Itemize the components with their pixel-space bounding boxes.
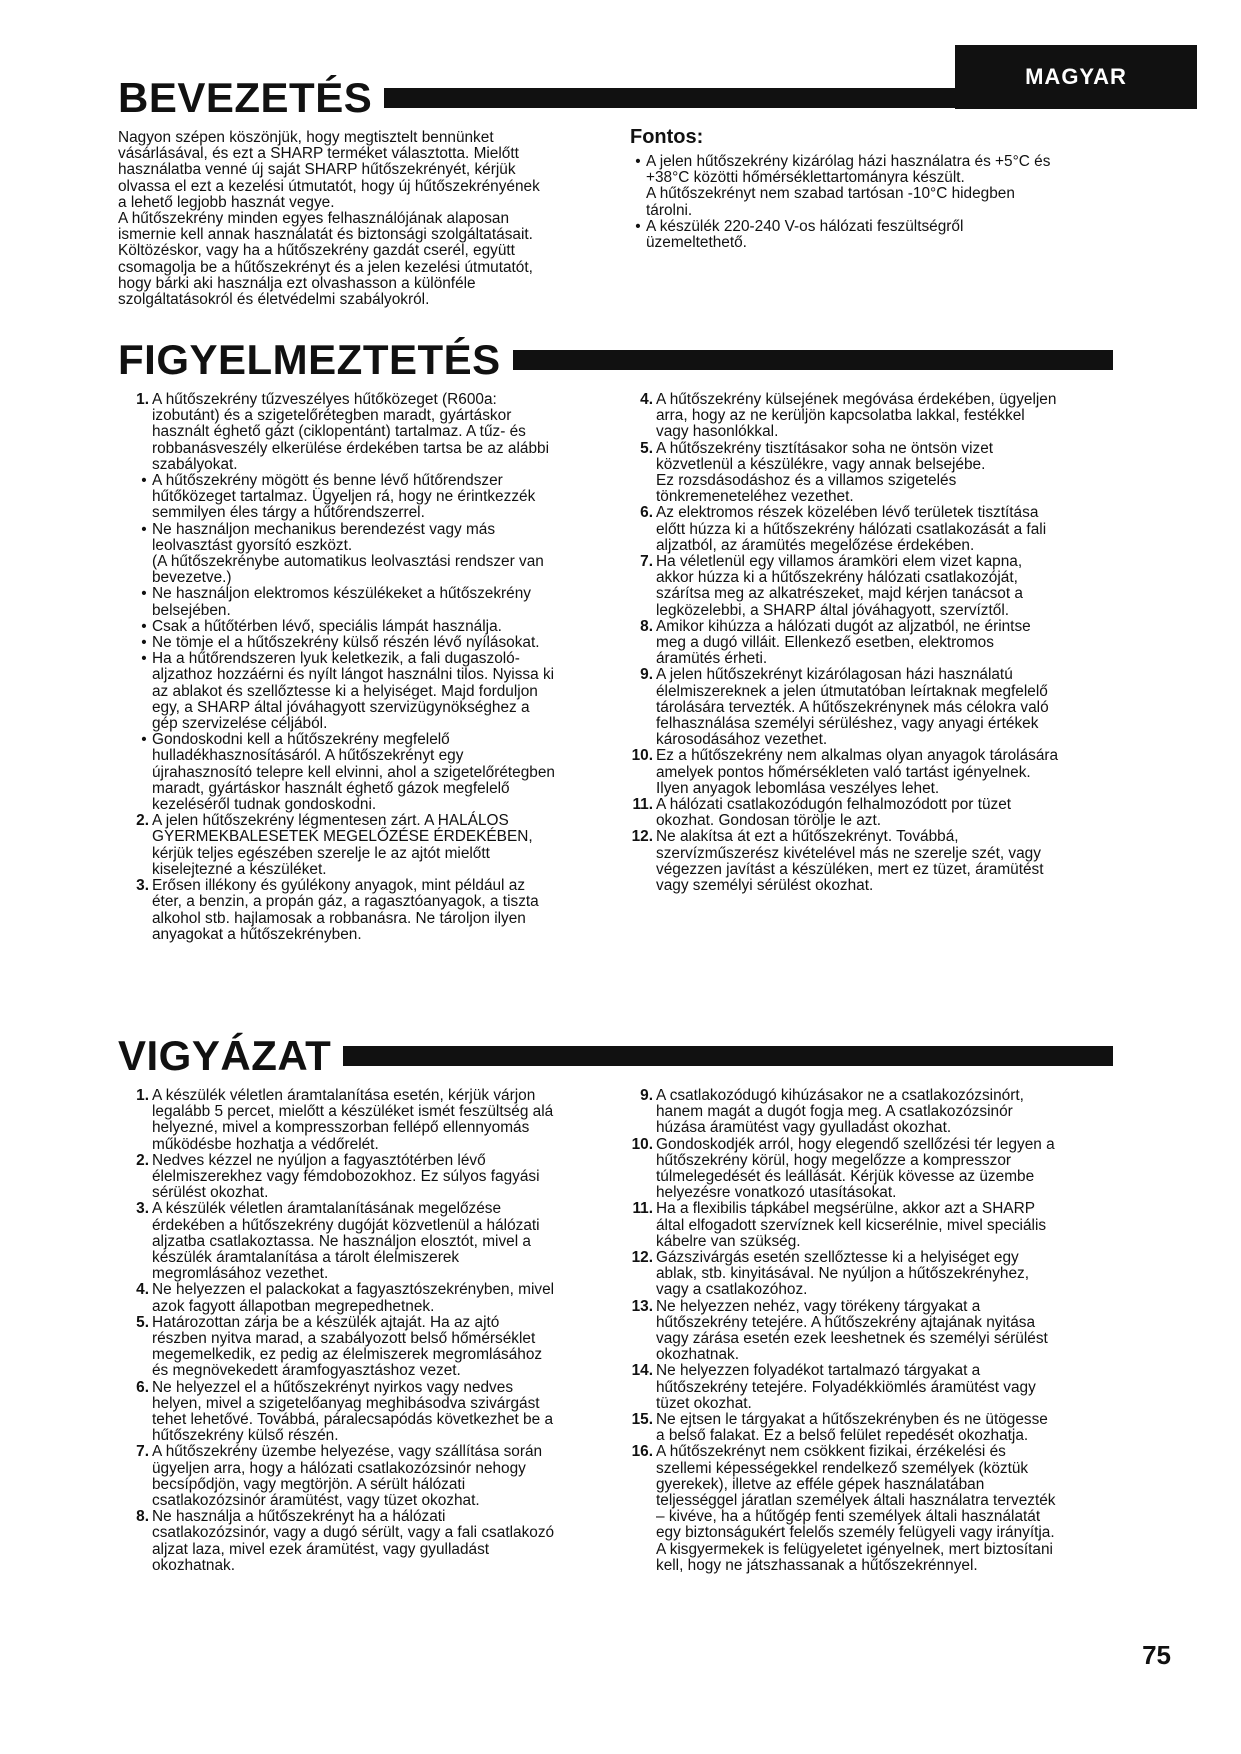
caution-item-13: 13. Ne helyezzen nehéz, vagy törékeny tárgyakat a hűtőszekrény tetejére. A hűtőszekrény ajtajának nyitása vagy zárása esetén ezek leeshetnek és személyi sérülést okozhatnak. <box>631 1297 1048 1364</box>
bullet-icon: • <box>635 217 641 235</box>
caution-item-1: 1. A készülék véletlen áramtalanítása esetén, kérjük várjon legalább 5 percet, mielőtt a készüléket ismét feszültség alá helyezné, mivel a kompresszorban fellépő ellennyomás működésbe hozhatja a védőrelét. <box>136 1087 554 1153</box>
page-number: 75 <box>1142 1640 1171 1670</box>
warning-item-8: 8. Amikor kihúzza a hálózati dugót az aljzatból, ne érintse meg a dugó villáit. Ellenkező esetben, elektromos áramütés érheti. <box>640 617 1031 668</box>
caution-item-15: 15. Ne ejtsen le tárgyakat a hűtőszekrényben és ne ütögesse a belső falakat. Ez a belső felület repedését okozhatja. <box>631 1411 1048 1445</box>
caution-item-8: 8. Ne használja a hűtőszekrényt ha a hálózati csatlakozózsinór, vagy a dugó sérült, vagy a fali csatlakozó aljzat laza, mivel ezek áramütést, vagy gyulladást okozhatnak. <box>136 1508 555 1574</box>
caution-left-column <box>118 1088 613 1574</box>
warning-item-7: 7. Ha véletlenül egy villamos áramköri elem vizet kapna, akkor húzza ki a hűtőszekrény hálózati csatlakozóját, szárítsa meg az alkatrészeket, majd kérjen tanácsot a legközelebbi, a SHARP által jóváhagyott, szervíztől. <box>640 553 1023 619</box>
heading-rule <box>343 1046 1113 1066</box>
caution-item-14: 14. Ne helyezzen folyadékot tartalmazó tárgyakat a hűtőszekrény tetejére. Folyadékkiömlés áramütést vagy tüzet okozhat. <box>631 1362 1036 1412</box>
caution-item-11: 11. Ha a flexibilis tápkábel megsérülne, akkor azt a SHARP által elfogadott szervíznek kell kicserélnie, mivel speciális kábelre van szükség. <box>632 1200 1047 1250</box>
bullet-icon: • <box>141 617 147 635</box>
heading-rule <box>384 88 955 108</box>
intro-paragraph-2: A hűtőszekrény minden egyes felhasználójának alaposan ismernie kell annak használatát és biztonsági szolgáltatásait. Költözéskor, vagy ha a hűtőszekrény gazdát cserél, együtt csomagolja be a hűtőszekrényt és a jelen kezelési útmutatót, hogy bárki aki használja ezt olvashasson a különféle szolgáltatásokról és életvédelmi szabályokról. <box>118 210 533 309</box>
warning-item-6: 6. Az elektromos részek közelében lévő területek tisztítása előtt húzza ki a hűtőszekrény hálózati csatlakozását a fali aljzatból, az áramütés megelőzése érdekében. <box>640 504 1047 554</box>
warning-title: FIGYELMEZTETÉS <box>118 336 501 383</box>
caution-item-4: 4. Ne helyezzen el palackokat a fagyasztószekrényben, mivel azok fagyott állapotban megrepedhetnek. <box>136 1281 555 1315</box>
caution-item-3: 3. A készülék véletlen áramtalanításának megelőzése érdekében a hűtőszekrény dugóját közvetlenül a hálózati aljzatba csatlakoztassa. Ne használjon elosztót, mivel a készülék áramtalanítása a tárolt élelmiszerek megromlásához vezethet. <box>136 1200 540 1283</box>
warning-bullet: • Gondoskodni kell a hűtőszekrény megfelelő hulladékhasznosításáról. A hűtőszekrényt egy újrahasznosító telepre kell elvinni, ahol a szigetelőrétegben maradt, gyártáskor használt éghető gázok megfelelő kezeléséről tudnak gondoskodni. <box>118 732 613 813</box>
warning-bullet: • Csak a hűtőtérben lévő, speciális lámpát használja. <box>118 619 613 635</box>
language-tab: MAGYAR <box>955 45 1197 109</box>
bullet-icon: • <box>141 520 147 538</box>
caution-item-7: 7. A hűtőszekrény üzembe helyezése, vagy szállítása során ügyeljen arra, hogy a hálózati csatlakozózsinór nehogy becsípődjön, vagy megtörjön. A sérült hálózati csatlakozózsinór áramütést, vagy tüzet okozhat. <box>136 1443 543 1510</box>
heading-rule <box>513 350 1113 370</box>
warning-item-4: 4. A hűtőszekrény külsejének megóvása érdekében, ügyeljen arra, hogy az ne kerüljön kapcsolatba lakkal, festékkel vagy hasonlókkal. <box>640 391 1057 441</box>
warning-heading <box>118 332 1113 388</box>
warning-item-3: 3. Erősen illékony és gyúlékony anyagok, mint például az éter, a benzin, a propán gáz, a ragasztóanyagok, a tiszta alkohol stb. hajlamosak a robbanásra. Ne tároljon ilyen anyagokat a hűtőszekrényben. <box>136 877 539 943</box>
caution-item-10: 10. Gondoskodjék arról, hogy elegendő szellőzési tér legyen a hűtőszekrény körül, hogy megelőzze a kompresszor túlmelegedését és leállását. Kérjük kövesse az üzembe helyezésre vonatkozó utasításokat. <box>631 1135 1055 1202</box>
intro-paragraph-1: Nagyon szépen köszönjük, hogy megtisztelt bennünket vásárlásával, és ezt a SHARP terméket választotta. Mielőtt használatba venné új saját SHARP hűtőszekrényét, kérjük olvassa el ezt a kezelési útmutatót, hogy új hűtőszekrényének a lehető legjobb hasznát vegye. <box>118 129 540 211</box>
bullet-icon: • <box>141 634 147 652</box>
fontos-label: Fontos: <box>630 126 704 148</box>
fontos-bullet: • A készülék 220-240 V-os hálózati feszültségről üzemeltethető. <box>630 219 1110 251</box>
intro-right-column <box>630 126 1110 251</box>
warning-item-5: 5. A hűtőszekrény tisztításakor soha ne öntsön vizet közvetlenül a készülékre, vagy annak belsejébe. Ez rozsdásodáshoz és a villamos szigetelés tönkremeneteléhez vezethet. <box>640 439 994 506</box>
warning-item-2: 2. A jelen hűtőszekrény légmentesen zárt. A HALÁLOS GYERMEKBALESETEK MEGELŐZÉSE ÉRDEKÉBEN, kérjük teljes egészében szerelje le az ajtót mielőtt kiselejtezné a készüléket. <box>136 812 533 878</box>
warning-item-9: 9. A jelen hűtőszekrényt kizárólagosan házi használatú élelmiszereknek a jelen útmutatóban leírtaknak megfelelő tárolására tervezték. A hűtőszekrénynek más célokra való felhasználása személyi sérüléshez, vagy anyagi értékek károsodásához vezethet. <box>640 666 1049 749</box>
caution-item-9: 9. A csatlakozódugó kihúzásakor ne a csatlakozózsinórt, hanem magát a dugót fogja meg. A csatlakozózsinór húzása áramütést vagy gyulladást okozhat. <box>640 1087 1024 1137</box>
warning-item-10: 10. Ez a hűtőszekrény nem alkalmas olyan anyagok tárolására amelyek pontos hőmérsékleten való tartást igényelnek. Ilyen anyagok lebomlása veszélyes lehet. <box>631 747 1059 797</box>
bullet-icon: • <box>141 585 147 603</box>
bullet-icon: • <box>141 731 147 749</box>
warning-left-column <box>118 392 613 943</box>
caution-item-5: 5. Határozottan zárja be a készülék ajtaját. Ha az ajtó részben nyitva marad, a szabályozott belső hőmérséklet megemelkedik, ez pedig az élelmiszerek megromlásához és megnövekedett áramfogyasztáshoz vezet. <box>136 1313 543 1380</box>
intro-left-column <box>118 130 613 308</box>
caution-item-12: 12. Gázszivárgás esetén szellőztesse ki a helyiséget egy ablak, stb. kinyitásával. Ne nyúljon a hűtőszekrényhez, vagy a csatlakozóhoz. <box>631 1249 1029 1299</box>
caution-heading <box>118 1028 1113 1084</box>
bullet-icon: • <box>141 650 147 668</box>
intro-heading <box>118 70 955 126</box>
warning-bullet: • Ne használjon elektromos készülékeket a hűtőszekrény belsejében. <box>118 586 613 618</box>
bullet-icon: • <box>635 153 641 170</box>
warning-right-column <box>622 392 1122 894</box>
warning-bullet: • A hűtőszekrény mögött és benne lévő hűtőrendszer hűtőközeget tartalmaz. Ügyeljen rá, hogy ne érintkezzék semmilyen éles tárgy a hűtőrendszerrel. <box>118 473 613 522</box>
caution-item-16: 16. A hűtőszekrényt nem csökkent fizikai, érzékelési és szellemi képességekkel rendelkező személyek (köztük gyerekek), illetve az efféle gépek használatában teljességgel járatlan személyek általi használatra tervezték – kivéve, ha a hűtőgép fenti személyek általi használatát egy biztonságukért felelős személy felügyeli vagy irányítja. A kisgyermekek is felügyeletet igényelnek, mert biztosítani kell, hogy ne játszhassanak a hűtőszekrénnyel. <box>631 1443 1056 1574</box>
intro-title: BEVEZETÉS <box>118 74 373 121</box>
warning-item-11: 11. A hálózati csatlakozódugón felhalmozódott por tüzet okozhat. Gondosan törölje le azt. <box>632 796 1012 830</box>
caution-title: VIGYÁZAT <box>118 1032 332 1079</box>
caution-right-column <box>622 1088 1122 1574</box>
fontos-bullet: • A jelen hűtőszekrény kizárólag házi használatra és +5°C és +38°C közötti hőmérséklettartományra készült. A hűtőszekrényt nem szabad tartósan -10°C hidegben tárolni. <box>630 154 1110 219</box>
warning-bullet: • Ha a hűtőrendszeren lyuk keletkezik, a fali dugaszoló- aljzathoz hozzáérni és nyílt lángot használni tilos. Nyissa ki az ablakot és szellőztesse ki a helyiséget. Majd forduljon egy, a SHARP által jóváhagyott szervizügynökséghez a gép szervizelése céljából. <box>118 651 613 732</box>
warning-item-1: 1. A hűtőszekrény tűzveszélyes hűtőközeget (R600a: izobutánt) és a szigetelőrétegben maradt, gyártáskor használt éghető gázt (ciklopentánt) tartalmaz. A tűz- és robbanásveszély elkerülése érdekében tartsa be az alábbi szabályokat. <box>136 391 549 473</box>
warning-bullet: • Ne használjon mechanikus berendezést vagy más leolvasztást gyorsító eszközt. (A hűtőszekrénybe automatikus leolvasztási rendszer van bevezetve.) <box>118 522 613 587</box>
warning-bullet: • Ne tömje el a hűtőszekrény külső részén lévő nyílásokat. <box>118 635 613 651</box>
caution-item-2: 2. Nedves kézzel ne nyúljon a fagyasztótérben lévő élelmiszerekhez vagy fémdobozokhoz. Ez súlyos fagyási sérülést okozhat. <box>136 1151 540 1202</box>
caution-item-6: 6. Ne helyezzel el a hűtőszekrényt nyirkos vagy nedves helyen, mivel a szigetelőanyag meghibásodva szivárgást tehet lehetővé. Továbbá, páralecsapódás következhet be a hűtőszekrény külső részén. <box>136 1378 554 1445</box>
warning-item-12: 12. Ne alakítsa át ezt a hűtőszekrényt. Továbbá, szervízműszerész kivételével más ne szerelje szét, vagy végezzen javítást a készüléken, mert ez tüzet, áramütést vagy személyi sérülést okozhat. <box>631 828 1044 895</box>
bullet-icon: • <box>141 472 147 490</box>
